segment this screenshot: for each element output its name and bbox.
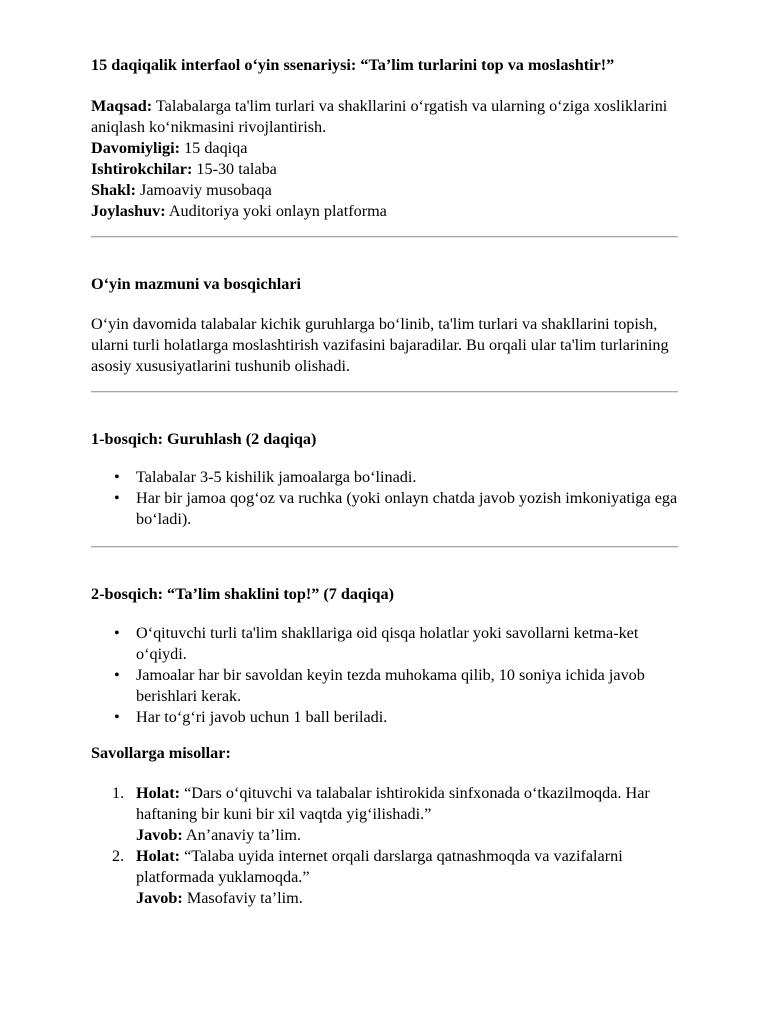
holat-label: Holat:: [136, 847, 181, 865]
davomiyligi-line: [91, 138, 681, 159]
section-paragraph-mazmun: O‘yin davomida talabalar kichik guruhlarga bo‘linib, ta'lim turlari va shakllarini topish, ularni turli holatlarga moslashtirish vazifasini bajaradilar. Bu orqali ular ta'lim turlarining asosiy xususiyatlarini tushunib olishadi.: [91, 315, 669, 375]
holat-text: “Dars o‘qituvchi va talabalar ishtirokida sinfxonada o‘tkazilmoqda. Har haftaning bir kuni bir xil vaqtda yig‘ilishadi.”: [136, 784, 650, 823]
joylashuv-value: Auditoriya yoki onlayn platforma: [165, 202, 387, 220]
maqsad-line: [91, 96, 681, 138]
maqsad-value: Talabalarga ta'lim turlari va shakllarini o‘rgatish va ularning o‘ziga xosliklarini aniqlash ko‘nikmasini rivojlantirish.: [91, 97, 668, 136]
section-heading-mazmun: O‘yin mazmuni va bosqichlari: [91, 275, 302, 293]
examples-heading: Savollarga misollar:: [91, 744, 231, 762]
davomiyligi-label: Davomiyligi:: [91, 139, 181, 157]
javob-text: An’anaviy ta’lim.: [182, 826, 302, 844]
javob-text: Masofaviy ta’lim.: [182, 889, 303, 907]
examples-list: [91, 783, 681, 909]
davomiyligi-value: 15 daqiqa: [180, 139, 248, 157]
list-item: [91, 846, 681, 909]
shakl-value: Jamoaviy musobaqa: [136, 181, 272, 199]
list-item: • Har bir jamoa qog‘oz va ruchka (yoki onlayn chatda javob yozish imkoniyatiga ega bo‘ladi).: [91, 488, 681, 530]
meta-block: [91, 96, 681, 222]
javob-label: Javob:: [136, 826, 183, 844]
list-item: [91, 783, 681, 846]
horizontal-rule: [91, 236, 678, 238]
javob-label: Javob:: [136, 889, 183, 907]
list-item: • Talabalar 3-5 kishilik jamoalarga bo‘linadi.: [91, 467, 681, 488]
holat-line: [136, 783, 681, 825]
holat-text: “Talaba uyida internet orqali darslarga qatnashmoqda va vazifalarni platformada yuklamoqda.”: [136, 847, 623, 886]
document-title: 15 daqiqalik interfaol o‘yin ssenariysi: “Ta’lim turlarini top va moslashtir!”: [91, 56, 615, 74]
ishtirokchilar-label: Ishtirokchilar:: [91, 160, 193, 178]
javob-line: [136, 888, 681, 909]
ishtirokchilar-value: 15-30 talaba: [192, 160, 277, 178]
holat-line: [136, 846, 681, 888]
stage2-list: [91, 623, 681, 728]
shakl-label: Shakl:: [91, 181, 136, 199]
joylashuv-line: [91, 201, 681, 222]
list-item: • Jamoalar har bir savoldan keyin tezda muhokama qilib, 10 soniya ichida javob berishlari kerak.: [91, 665, 681, 707]
list-number: 1.: [112, 784, 125, 802]
stage1-list: [91, 467, 681, 530]
joylashuv-label: Joylashuv:: [91, 202, 166, 220]
stage1-heading: 1-bosqich: Guruhlash (2 daqiqa): [91, 430, 317, 448]
ishtirokchilar-line: [91, 159, 681, 180]
list-item: • Har to‘g‘ri javob uchun 1 ball beriladi.: [91, 707, 681, 728]
list-number: 2.: [112, 847, 125, 865]
list-item: • O‘qituvchi turli ta'lim shakllariga oid qisqa holatlar yoki savollarni ketma-ket o‘qiydi.: [91, 623, 681, 665]
horizontal-rule: [91, 546, 678, 548]
javob-line: [136, 825, 681, 846]
shakl-line: [91, 180, 681, 201]
holat-label: Holat:: [136, 784, 181, 802]
maqsad-label: Maqsad:: [91, 97, 153, 115]
stage2-heading: 2-bosqich: “Ta’lim shaklini top!” (7 daqiqa): [91, 585, 394, 603]
horizontal-rule: [91, 391, 678, 393]
